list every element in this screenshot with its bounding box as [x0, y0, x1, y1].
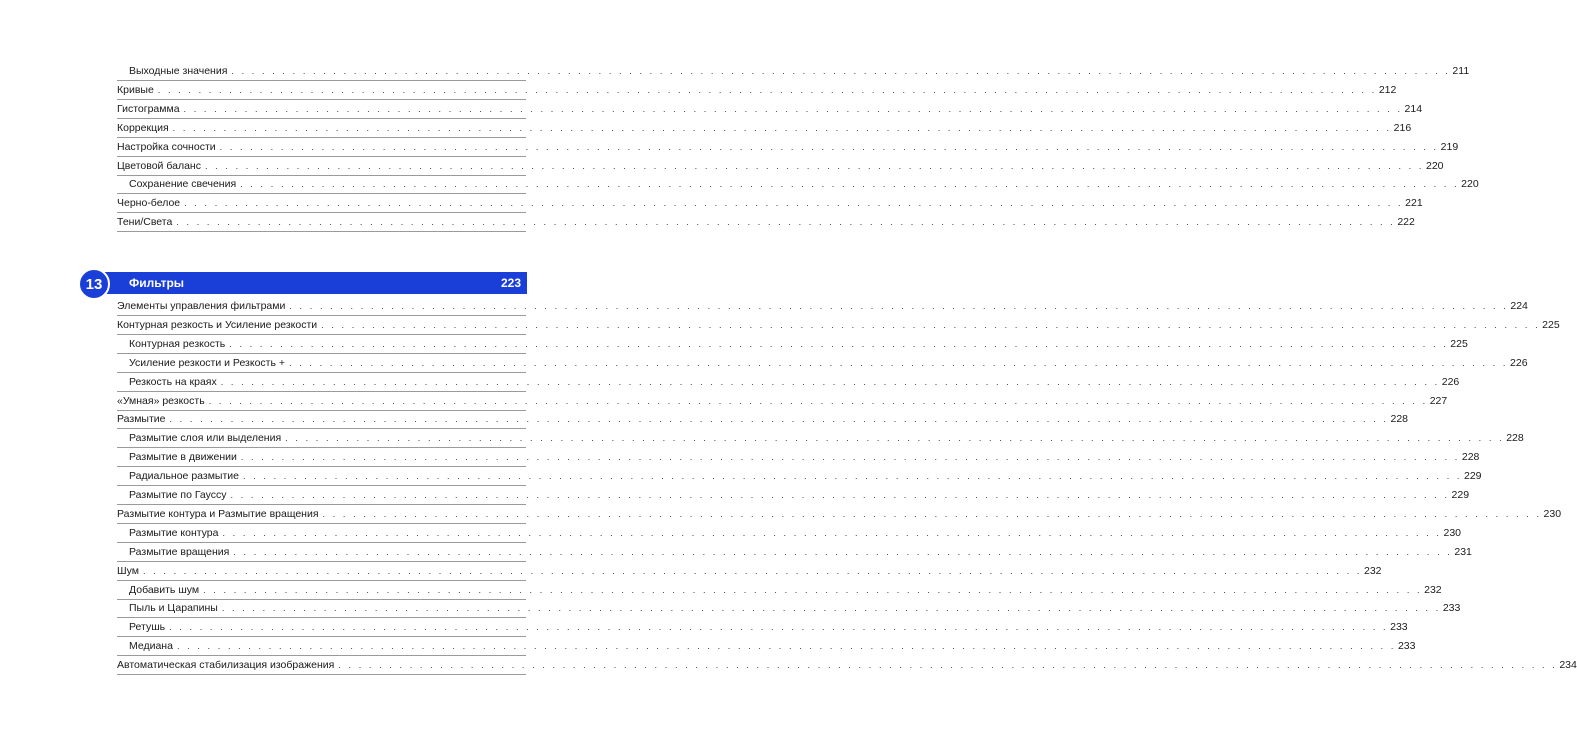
toc-entry[interactable] [117, 62, 1470, 81]
toc-entry-title: Выходные значения [129, 65, 228, 77]
toc-entry[interactable] [117, 410, 1409, 429]
dot-leader: . . . . . . . . . . . . . . . . . . . . . . . . . . . . . . . . . . . . . . . . . . . . . . . . . . . . . . . . . . . . . . . . . . . . . . . . . . . . . . . . . . . . . . . . . . . . . . . . . . . . . . . . . . . . . . . . . . . . . . . . [338, 660, 1558, 671]
toc-entry-page: 231 [1454, 545, 1472, 558]
toc-entry-page: 219 [1440, 140, 1459, 153]
toc-entry-title: Кривые [117, 83, 154, 96]
dot-leader: . . . . . . . . . . . . . . . . . . . . . . . . . . . . . . . . . . . . . . . . . . . . . . . . . . . . . . . . . . . . . . . . . . . . . . . . . . . . . . . . . . . . . . . . . . . . . . . . . . . . . . . . . . . . . . . . . . . . . . . . [183, 103, 1403, 114]
dot-leader: . . . . . . . . . . . . . . . . . . . . . . . . . . . . . . . . . . . . . . . . . . . . . . . . . . . . . . . . . . . . . . . . . . . . . . . . . . . . . . . . . . . . . . . . . . . . . . . . . . . . . . . . . . . . . . . . . . . . . . . . [221, 603, 1441, 614]
dot-leader: . . . . . . . . . . . . . . . . . . . . . . . . . . . . . . . . . . . . . . . . . . . . . . . . . . . . . . . . . . . . . . . . . . . . . . . . . . . . . . . . . . . . . . . . . . . . . . . . . . . . . . . . . . . . . . . . . . . . . . . . [231, 66, 1451, 76]
toc-entry[interactable] [117, 138, 1459, 157]
chapter-title: Фильтры [129, 276, 185, 290]
toc-entry-title: Контурная резкость [129, 337, 226, 350]
toc-entry-title: Размытие контура и Размытие вращения [117, 507, 319, 520]
toc-entry-title: Размытие слоя или выделения [129, 432, 282, 445]
toc-entry-title: Размытие вращения [129, 545, 230, 558]
dot-leader: . . . . . . . . . . . . . . . . . . . . . . . . . . . . . . . . . . . . . . . . . . . . . . . . . . . . . . . . . . . . . . . . . . . . . . . . . . . . . . . . . . . . . . . . . . . . . . . . . . . . . . . . . . . . . . . . . . . . . . . . [176, 641, 1396, 652]
toc-entry-page: 233 [1397, 640, 1416, 653]
toc-entry-title: Цветовой баланс [117, 159, 201, 172]
toc-entry-title: Контурная резкость и Усиление резкости [117, 318, 318, 331]
dot-leader: . . . . . . . . . . . . . . . . . . . . . . . . . . . . . . . . . . . . . . . . . . . . . . . . . . . . . . . . . . . . . . . . . . . . . . . . . . . . . . . . . . . . . . . . . . . . . . . . . . . . . . . . . . . . . . . . . . . . . . . . [289, 357, 1509, 368]
chapter-header [91, 272, 527, 294]
toc-entry-page: 229 [1464, 470, 1482, 483]
toc-entry-title: Добавить шум [129, 583, 200, 596]
dot-leader: . . . . . . . . . . . . . . . . . . . . . . . . . . . . . . . . . . . . . . . . . . . . . . . . . . . . . . . . . . . . . . . . . . . . . . . . . . . . . . . . . . . . . . . . . . . . . . . . . . . . . . . . . . . . . . . . . . . . . . . . [321, 319, 1541, 330]
dot-leader: . . . . . . . . . . . . . . . . . . . . . . . . . . . . . . . . . . . . . . . . . . . . . . . . . . . . . . . . . . . . . . . . . . . . . . . . . . . . . . . . . . . . . . . . . . . . . . . . . . . . . . . . . . . . . . . . . . . . . . . . [169, 622, 1389, 633]
toc-entry-page: 228 [1461, 451, 1480, 464]
dot-leader: . . . . . . . . . . . . . . . . . . . . . . . . . . . . . . . . . . . . . . . . . . . . . . . . . . . . . . . . . . . . . . . . . . . . . . . . . . . . . . . . . . . . . . . . . . . . . . . . . . . . . . . . . . . . . . . . . . . . . . . . [240, 179, 1460, 190]
toc-entry-title: Элементы управления фильтрами [117, 300, 286, 312]
toc-entry-page: 211 [1452, 65, 1470, 77]
dot-leader: . . . . . . . . . . . . . . . . . . . . . . . . . . . . . . . . . . . . . . . . . . . . . . . . . . . . . . . . . . . . . . . . . . . . . . . . . . . . . . . . . . . . . . . . . . . . . . . . . . . . . . . . . . . . . . . . . . . . . . . . [240, 452, 1460, 463]
toc-entry-title: Радиальное размытие [129, 470, 239, 483]
toc-entry-title: Размытие в движении [129, 451, 237, 464]
toc-entry-page: 233 [1390, 621, 1408, 634]
toc-entry-title: Пыль и Царапины [129, 602, 218, 615]
toc-entry[interactable] [117, 119, 1412, 138]
toc-entry-page: 222 [1397, 216, 1415, 229]
toc-entry-page: 220 [1461, 178, 1479, 191]
toc-entry-page: 220 [1425, 159, 1444, 172]
toc-entry[interactable] [117, 175, 1479, 194]
chapter-page-number: 223 [500, 276, 521, 290]
dot-leader: . . . . . . . . . . . . . . . . . . . . . . . . . . . . . . . . . . . . . . . . . . . . . . . . . . . . . . . . . . . . . . . . . . . . . . . . . . . . . . . . . . . . . . . . . . . . . . . . . . . . . . . . . . . . . . . . . . . . . . . . [204, 160, 1424, 171]
toc-entry-title: Медиана [129, 640, 173, 653]
toc-entry[interactable] [117, 656, 1577, 675]
chapter-number-badge: 13 [78, 268, 110, 300]
toc-entry-page: 232 [1424, 583, 1442, 596]
toc-entry[interactable] [117, 429, 1524, 448]
dot-leader: . . . . . . . . . . . . . . . . . . . . . . . . . . . . . . . . . . . . . . . . . . . . . . . . . . . . . . . . . . . . . . . . . . . . . . . . . . . . . . . . . . . . . . . . . . . . . . . . . . . . . . . . . . . . . . . . . . . . . . . . [242, 471, 1462, 482]
dot-leader: . . . . . . . . . . . . . . . . . . . . . . . . . . . . . . . . . . . . . . . . . . . . . . . . . . . . . . . . . . . . . . . . . . . . . . . . . . . . . . . . . . . . . . . . . . . . . . . . . . . . . . . . . . . . . . . . . . . . . . . . [229, 338, 1449, 349]
toc-entry-title: Резкость на краях [129, 375, 217, 388]
toc-entry[interactable] [117, 467, 1482, 486]
dot-leader: . . . . . . . . . . . . . . . . . . . . . . . . . . . . . . . . . . . . . . . . . . . . . . . . . . . . . . . . . . . . . . . . . . . . . . . . . . . . . . . . . . . . . . . . . . . . . . . . . . . . . . . . . . . . . . . . . . . . . . . . [233, 546, 1453, 557]
dot-leader: . . . . . . . . . . . . . . . . . . . . . . . . . . . . . . . . . . . . . . . . . . . . . . . . . . . . . . . . . . . . . . . . . . . . . . . . . . . . . . . . . . . . . . . . . . . . . . . . . . . . . . . . . . . . . . . . . . . . . . . . [142, 565, 1362, 576]
toc-entry[interactable] [117, 194, 1423, 213]
toc-entry-page: 212 [1378, 83, 1397, 96]
toc-entry-page: 227 [1429, 394, 1448, 407]
toc-entry[interactable] [117, 297, 1528, 316]
toc-entry-page: 226 [1441, 375, 1460, 388]
dot-leader: . . . . . . . . . . . . . . . . . . . . . . . . . . . . . . . . . . . . . . . . . . . . . . . . . . . . . . . . . . . . . . . . . . . . . . . . . . . . . . . . . . . . . . . . . . . . . . . . . . . . . . . . . . . . . . . . . . . . . . . . [172, 122, 1392, 133]
toc-entry[interactable] [117, 100, 1423, 119]
dot-leader: . . . . . . . . . . . . . . . . . . . . . . . . . . . . . . . . . . . . . . . . . . . . . . . . . . . . . . . . . . . . . . . . . . . . . . . . . . . . . . . . . . . . . . . . . . . . . . . . . . . . . . . . . . . . . . . . . . . . . . . . [220, 376, 1440, 387]
toc-entry[interactable] [117, 354, 1528, 373]
toc-entry[interactable] [117, 505, 1562, 524]
toc-entry-page: 230 [1443, 526, 1462, 539]
toc-chapter-section [117, 297, 1577, 687]
toc-entry-page: 230 [1543, 507, 1562, 520]
toc-entry[interactable] [117, 562, 1382, 581]
toc-entry-title: «Умная» резкость [117, 394, 205, 407]
toc-entry-page: 232 [1364, 564, 1382, 577]
toc-entry[interactable] [117, 543, 1472, 562]
dot-leader: . . . . . . . . . . . . . . . . . . . . . . . . . . . . . . . . . . . . . . . . . . . . . . . . . . . . . . . . . . . . . . . . . . . . . . . . . . . . . . . . . . . . . . . . . . . . . . . . . . . . . . . . . . . . . . . . . . . . . . . . [176, 217, 1396, 228]
toc-entry-page: 233 [1442, 602, 1461, 615]
toc-entry-page: 229 [1451, 489, 1470, 501]
dot-leader: . . . . . . . . . . . . . . . . . . . . . . . . . . . . . . . . . . . . . . . . . . . . . . . . . . . . . . . . . . . . . . . . . . . . . . . . . . . . . . . . . . . . . . . . . . . . . . . . . . . . . . . . . . . . . . . . . . . . . . . . [219, 141, 1439, 152]
dot-leader: . . . . . . . . . . . . . . . . . . . . . . . . . . . . . . . . . . . . . . . . . . . . . . . . . . . . . . . . . . . . . . . . . . . . . . . . . . . . . . . . . . . . . . . . . . . . . . . . . . . . . . . . . . . . . . . . . . . . . . . . [157, 84, 1377, 95]
toc-entry[interactable] [117, 316, 1560, 335]
toc-entry-page: 228 [1390, 413, 1409, 426]
toc-entry-page: 224 [1510, 300, 1528, 312]
toc-entry[interactable] [117, 486, 1470, 505]
toc-entry-title: Тени/Света [117, 216, 173, 229]
toc-entry-title: Размытие [117, 413, 166, 426]
toc-entry-title: Размытие по Гауссу [129, 489, 227, 501]
toc-entry-title: Автоматическая стабилизация изображения [117, 659, 335, 672]
toc-entry[interactable] [117, 618, 1408, 637]
toc-entry-page: 221 [1405, 197, 1423, 210]
dot-leader: . . . . . . . . . . . . . . . . . . . . . . . . . . . . . . . . . . . . . . . . . . . . . . . . . . . . . . . . . . . . . . . . . . . . . . . . . . . . . . . . . . . . . . . . . . . . . . . . . . . . . . . . . . . . . . . . . . . . . . . . [285, 433, 1505, 444]
toc-entry-title: Ретушь [129, 621, 166, 634]
toc-entry[interactable] [117, 373, 1460, 392]
toc-entry[interactable] [117, 448, 1480, 467]
toc-entry-page: 214 [1404, 102, 1423, 115]
toc-entry-title: Коррекция [117, 121, 169, 134]
toc-entry-page: 228 [1506, 432, 1524, 445]
toc-entry-title: Шум [117, 564, 139, 577]
toc-entry[interactable] [117, 392, 1448, 411]
dot-leader: . . . . . . . . . . . . . . . . . . . . . . . . . . . . . . . . . . . . . . . . . . . . . . . . . . . . . . . . . . . . . . . . . . . . . . . . . . . . . . . . . . . . . . . . . . . . . . . . . . . . . . . . . . . . . . . . . . . . . . . . [230, 490, 1450, 500]
toc-entry-title: Черно-белое [117, 197, 181, 210]
toc-top-section [117, 62, 1479, 240]
dot-leader: . . . . . . . . . . . . . . . . . . . . . . . . . . . . . . . . . . . . . . . . . . . . . . . . . . . . . . . . . . . . . . . . . . . . . . . . . . . . . . . . . . . . . . . . . . . . . . . . . . . . . . . . . . . . . . . . . . . . . . . . [184, 198, 1404, 209]
toc-entry-page: 216 [1393, 121, 1412, 134]
dot-leader: . . . . . . . . . . . . . . . . . . . . . . . . . . . . . . . . . . . . . . . . . . . . . . . . . . . . . . . . . . . . . . . . . . . . . . . . . . . . . . . . . . . . . . . . . . . . . . . . . . . . . . . . . . . . . . . . . . . . . . . . [222, 527, 1442, 538]
dot-leader: . . . . . . . . . . . . . . . . . . . . . . . . . . . . . . . . . . . . . . . . . . . . . . . . . . . . . . . . . . . . . . . . . . . . . . . . . . . . . . . . . . . . . . . . . . . . . . . . . . . . . . . . . . . . . . . . . . . . . . . . [289, 301, 1509, 311]
dot-leader: . . . . . . . . . . . . . . . . . . . . . . . . . . . . . . . . . . . . . . . . . . . . . . . . . . . . . . . . . . . . . . . . . . . . . . . . . . . . . . . . . . . . . . . . . . . . . . . . . . . . . . . . . . . . . . . . . . . . . . . . [322, 508, 1542, 519]
toc-entry-page: 234 [1559, 659, 1577, 672]
toc-entry-title: Размытие контура [129, 526, 219, 539]
toc-entry-page: 225 [1542, 318, 1560, 331]
toc-entry[interactable] [117, 637, 1416, 656]
toc-entry-page: 225 [1450, 337, 1468, 350]
toc-entry[interactable] [117, 213, 1415, 232]
toc-entry-title: Усиление резкости и Резкость + [129, 356, 286, 369]
dot-leader: . . . . . . . . . . . . . . . . . . . . . . . . . . . . . . . . . . . . . . . . . . . . . . . . . . . . . . . . . . . . . . . . . . . . . . . . . . . . . . . . . . . . . . . . . . . . . . . . . . . . . . . . . . . . . . . . . . . . . . . . [208, 395, 1428, 406]
dot-leader: . . . . . . . . . . . . . . . . . . . . . . . . . . . . . . . . . . . . . . . . . . . . . . . . . . . . . . . . . . . . . . . . . . . . . . . . . . . . . . . . . . . . . . . . . . . . . . . . . . . . . . . . . . . . . . . . . . . . . . . . [169, 414, 1389, 425]
toc-entry-title: Настройка сочности [117, 140, 216, 153]
toc-entry[interactable] [117, 524, 1462, 543]
toc-entry-page: 226 [1510, 356, 1528, 369]
toc-entry[interactable] [117, 581, 1442, 600]
dot-leader: . . . . . . . . . . . . . . . . . . . . . . . . . . . . . . . . . . . . . . . . . . . . . . . . . . . . . . . . . . . . . . . . . . . . . . . . . . . . . . . . . . . . . . . . . . . . . . . . . . . . . . . . . . . . . . . . . . . . . . . . [203, 584, 1423, 595]
toc-entry-title: Гистограмма [117, 102, 180, 115]
toc-entry-title: Сохранение свечения [129, 178, 237, 191]
toc-entry[interactable] [117, 335, 1468, 354]
toc-entry[interactable] [117, 599, 1461, 618]
toc-entry[interactable] [117, 157, 1444, 176]
toc-entry[interactable] [117, 81, 1397, 100]
